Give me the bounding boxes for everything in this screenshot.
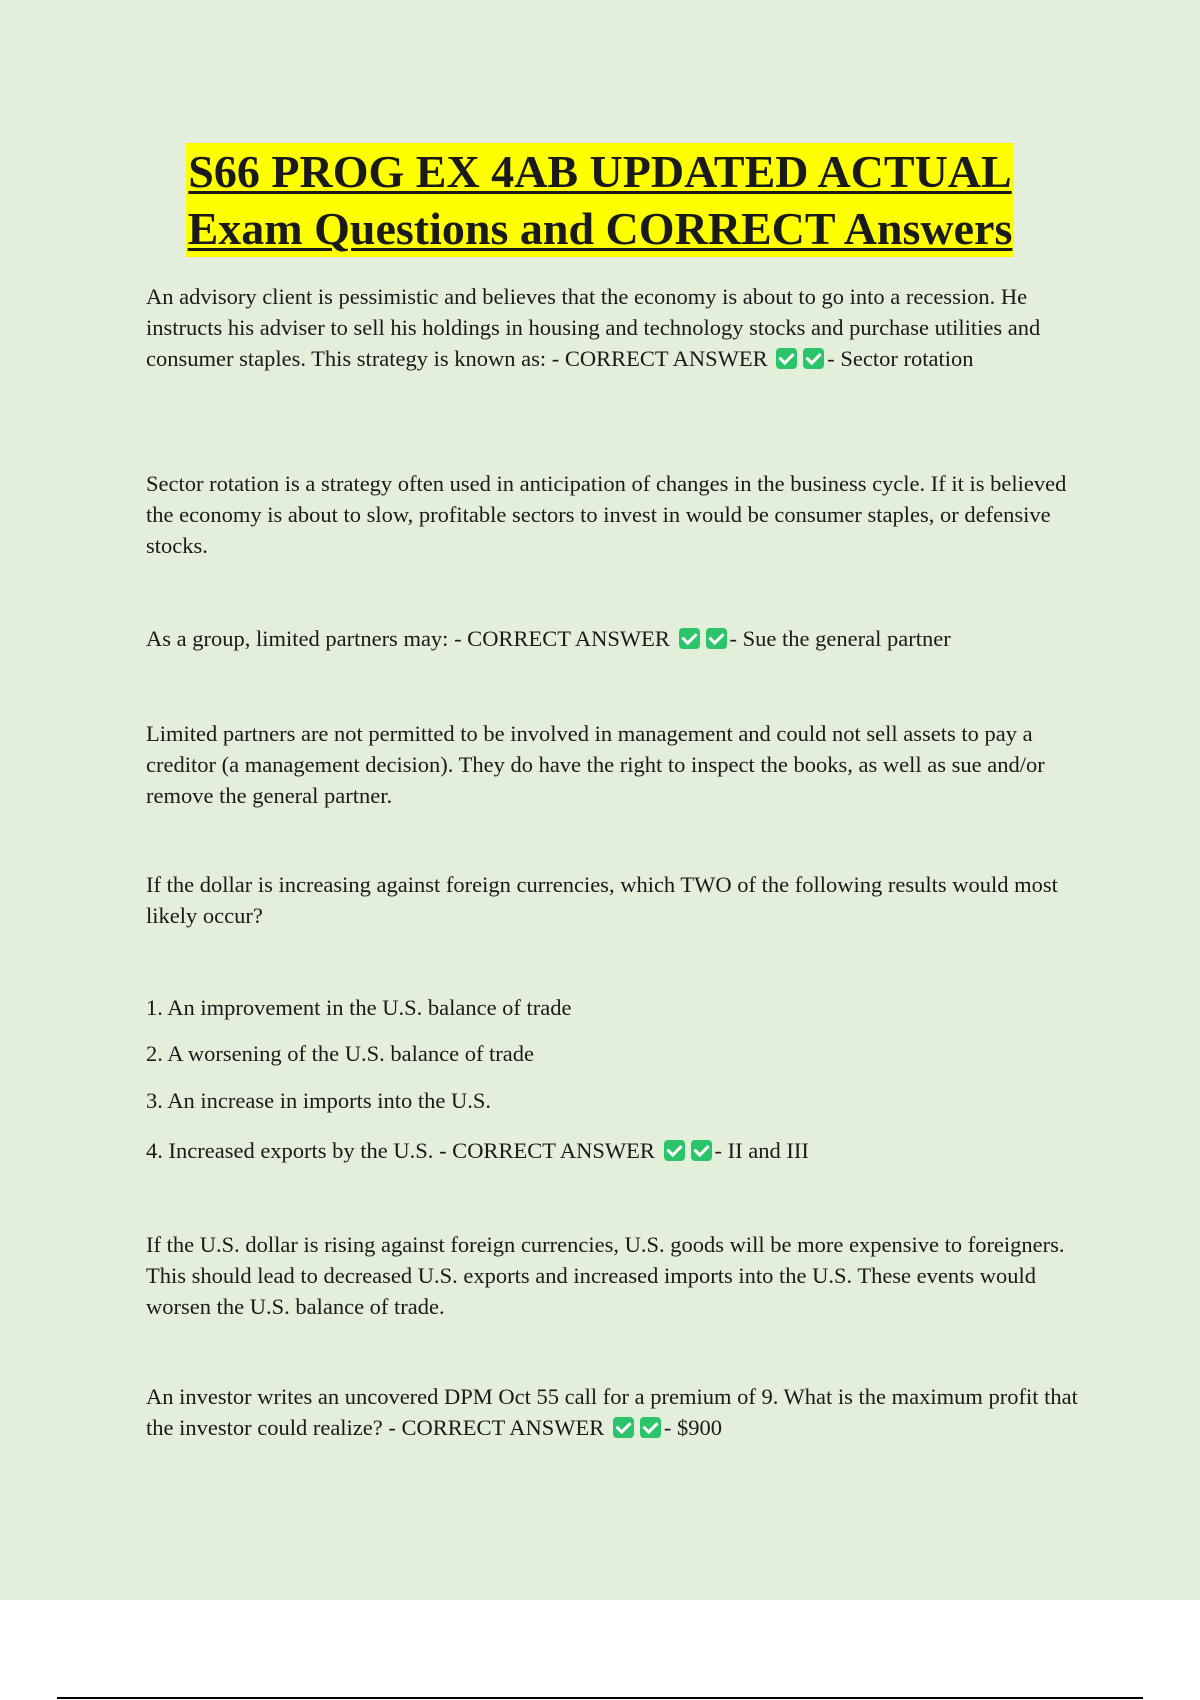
answer-text: - $900 bbox=[663, 1415, 723, 1440]
check-box-icon bbox=[706, 628, 727, 649]
answer-text: - Sector rotation bbox=[827, 346, 974, 371]
explanation-2: Limited partners are not permitted to be involved in management and could not sell assets to pay a creditor (a management decision). They do have the right to inspect the books, as well as sue and/or remove the general partner. bbox=[146, 721, 1045, 808]
option-2: 2. A worsening of the U.S. balance of trade bbox=[146, 1041, 535, 1066]
question-text: An investor writes an uncovered DPM Oct 55 call for a premium of 9. What is the maximum profit that the investor could realize? bbox=[146, 1384, 1078, 1440]
explanation-3: If the U.S. dollar is rising against foreign currencies, U.S. goods will be more expensive to foreigners. This should lead to decreased U.S. exports and increased imports into the U.S. These events would worsen the U.S. balance of trade. bbox=[146, 1232, 1065, 1319]
check-box-icon bbox=[803, 348, 824, 369]
correct-answer-label: - CORRECT ANSWER bbox=[551, 346, 768, 371]
question-2 bbox=[146, 623, 1082, 654]
answer-text: - II and III bbox=[714, 1138, 809, 1163]
check-box-icon bbox=[613, 1417, 634, 1438]
option-1: 1. An improvement in the U.S. balance of trade bbox=[146, 995, 572, 1020]
question-text: An advisory client is pessimistic and believes that the economy is about to go into a recession. He instructs his adviser to sell his holdings in housing and technology stocks and purchase utilities and consumer staples. This strategy is known as: bbox=[146, 284, 1041, 371]
correct-answer-label: - CORRECT ANSWER bbox=[454, 626, 670, 651]
check-box-icon bbox=[776, 348, 797, 369]
correct-answer-label: - CORRECT ANSWER bbox=[439, 1138, 655, 1163]
correct-answer-label: - CORRECT ANSWER bbox=[388, 1415, 605, 1440]
option-4 bbox=[146, 1135, 1082, 1166]
question-text: As a group, limited partners may: bbox=[146, 626, 449, 651]
page-divider bbox=[57, 1697, 1143, 1699]
check-box-icon bbox=[691, 1140, 712, 1161]
option-3: 3. An increase in imports into the U.S. bbox=[146, 1088, 491, 1113]
question-4 bbox=[146, 1381, 1082, 1443]
check-box-icon bbox=[664, 1140, 685, 1161]
document-title bbox=[0, 143, 1200, 257]
option-text: 4. Increased exports by the U.S. bbox=[146, 1138, 434, 1163]
explanation-1: Sector rotation is a strategy often used in anticipation of changes in the business cycle. If it is believed the economy is about to slow, profitable sectors to invest in would be consumer staples, or defensive stocks. bbox=[146, 471, 1067, 558]
title-line-2: Exam Questions and CORRECT Answers bbox=[186, 200, 1015, 257]
check-box-icon bbox=[640, 1417, 661, 1438]
answer-text: - Sue the general partner bbox=[729, 626, 951, 651]
question-3: If the dollar is increasing against foreign currencies, which TWO of the following results would most likely occur? bbox=[146, 872, 1058, 928]
check-box-icon bbox=[679, 628, 700, 649]
question-1 bbox=[146, 281, 1082, 374]
title-line-1: S66 PROG EX 4AB UPDATED ACTUAL bbox=[186, 143, 1013, 200]
